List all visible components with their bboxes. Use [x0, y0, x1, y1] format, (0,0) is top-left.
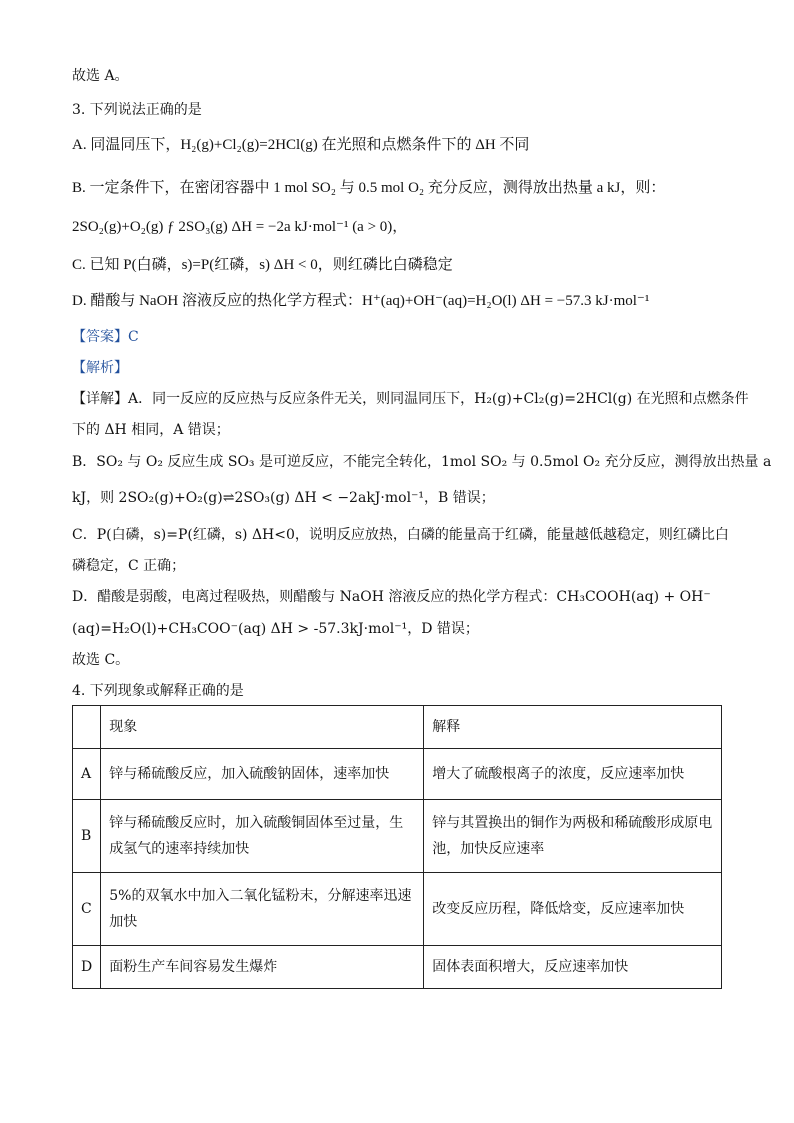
detail-d-line-2: (aq)=H₂O(l)+CH₃COO⁻(aq) ΔH > -57.3kJ·mol⁻¹，D 错误； [72, 621, 479, 637]
row-letter: B [73, 800, 101, 873]
question-3-option-b-equation: 2SO₂(g)+O₂(g) ƒ 2SO₃(g) ΔH = −2a kJ·mol⁻¹ (a > 0)， [72, 219, 408, 235]
detail-b-line-1: B．SO₂ 与 O₂ 反应生成 SO₃ 是可逆反应，不能完全转化，1mol SO₂ 与 0.5mol O₂ 充分反应，测得放出热量 a [72, 454, 772, 470]
question-3-stem: 3. 下列说法正确的是 [72, 102, 202, 118]
detail-a-line-1: 【详解】A．同一反应的反应热与反应条件无关，则同温同压下，H₂(g)+Cl₂(g)=2HCl(g) 在光照和点燃条件 [72, 391, 749, 407]
row-explanation: 固体表面积增大，反应速率加快 [424, 946, 722, 989]
row-letter: A [73, 749, 101, 800]
table-row [73, 749, 722, 800]
header-phenomenon: 现象 [101, 706, 424, 749]
detail-c-line-2: 磷稳定，C 正确； [72, 558, 186, 574]
question-3-option-b: B. 一定条件下，在密闭容器中 1 mol SO₂ 与 0.5 mol O₂ 充分反应，测得放出热量 a kJ，则： [72, 180, 666, 196]
detail-d-line-1: D．醋酸是弱酸，电离过程吸热，则醋酸与 NaOH 溶液反应的热化学方程式：CH₃COOH(aq) + OH⁻ [72, 589, 711, 605]
analysis-label: 【解析】 [72, 360, 128, 376]
previous-answer-line: 故选 A。 [72, 68, 129, 84]
question-3-option-a: A. 同温同压下，H₂(g)+Cl₂(g)=2HCl(g) 在光照和点燃条件下的 ΔH 不同 [72, 137, 530, 153]
question-3-option-c: C. 已知 P(白磷，s)=P(红磷，s) ΔH < 0，则红磷比白磷稳定 [72, 257, 453, 273]
detail-a-line-2: 下的 ΔH 相同，A 错误； [72, 422, 230, 438]
row-explanation: 增大了硫酸根离子的浓度，反应速率加快 [424, 749, 722, 800]
answer-label: 【答案】C [72, 329, 139, 345]
row-phenomenon: 锌与稀硫酸反应，加入硫酸钠固体，速率加快 [101, 749, 424, 800]
header-letter-cell [73, 706, 101, 749]
row-letter: C [73, 873, 101, 946]
detail-c-line-1: C．P(白磷，s)=P(红磷，s) ΔH<0，说明反应放热，白磷的能量高于红磷，能量越低越稳定，则红磷比白 [72, 527, 729, 543]
detail-b-line-2: kJ，则 2SO₂(g)+O₂(g)⇌2SO₃(g) ΔH < −2akJ·mol⁻¹，B 错误； [72, 490, 495, 506]
header-explanation: 解释 [424, 706, 722, 749]
row-phenomenon: 5%的双氧水中加入二氧化锰粉末，分解速率迅速加快 [101, 873, 424, 946]
row-explanation: 锌与其置换出的铜作为两极和稀硫酸形成原电池，加快反应速率 [424, 800, 722, 873]
row-phenomenon: 面粉生产车间容易发生爆炸 [101, 946, 424, 989]
row-phenomenon: 锌与稀硫酸反应时，加入硫酸铜固体至过量，生成氢气的速率持续加快 [101, 800, 424, 873]
table-row [73, 873, 722, 946]
final-answer-line: 故选 C。 [72, 652, 130, 668]
question-4-stem: 4. 下列现象或解释正确的是 [72, 683, 244, 699]
table-row [73, 946, 722, 989]
row-explanation: 改变反应历程，降低焓变，反应速率加快 [424, 873, 722, 946]
table-row [73, 800, 722, 873]
table-header-row [73, 706, 722, 749]
question-3-option-d: D. 醋酸与 NaOH 溶液反应的热化学方程式：H⁺(aq)+OH⁻(aq)=H₂O(l) ΔH = −57.3 kJ·mol⁻¹ [72, 293, 650, 309]
row-letter: D [73, 946, 101, 989]
options-table [72, 705, 722, 989]
